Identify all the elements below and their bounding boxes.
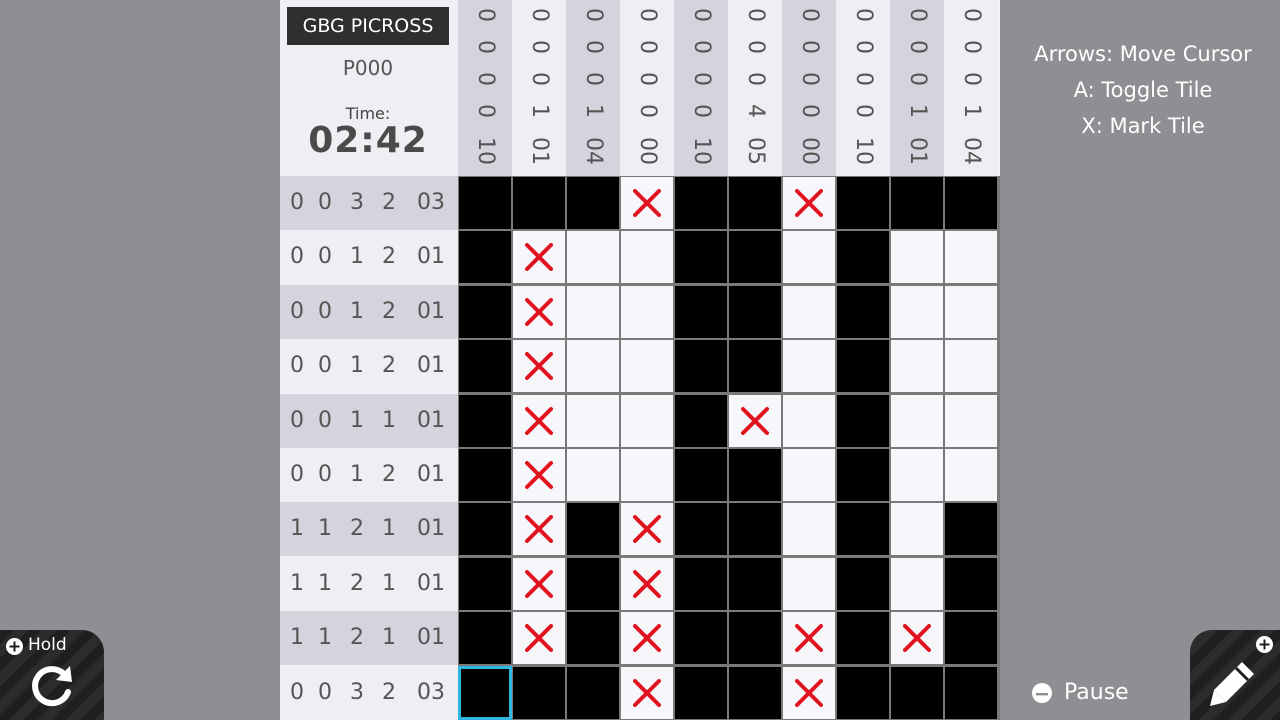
row-clue-4 [280, 339, 458, 393]
row-clue-number: 01 [417, 462, 445, 487]
column-clue-number: 0 [743, 8, 768, 22]
grid-cell-empty[interactable] [567, 286, 619, 338]
row-clue-10 [280, 666, 458, 720]
column-clue-number: 0 [959, 40, 984, 54]
row-clue-5 [280, 394, 458, 448]
grid-cell-empty[interactable] [567, 449, 619, 501]
grid-cell-filled[interactable] [729, 340, 781, 392]
column-clue-9 [890, 0, 944, 176]
grid-cell-filled[interactable] [891, 177, 943, 229]
grid-cell-empty[interactable] [783, 449, 835, 501]
row-clue-number: 1 [350, 353, 364, 379]
rotate-icon [26, 664, 78, 714]
row-clue-number: 0 [318, 353, 332, 379]
row-clue-number: 1 [382, 407, 396, 433]
grid-cell-filled[interactable] [459, 612, 511, 664]
grid-cell-filled[interactable] [675, 286, 727, 338]
grid-cell-empty[interactable] [567, 231, 619, 283]
x-mark-icon [525, 298, 553, 326]
row-clue-number: 2 [350, 516, 364, 542]
row-clue-number: 1 [350, 298, 364, 324]
grid-cell-empty[interactable] [945, 395, 997, 447]
column-clue-7 [782, 0, 836, 176]
x-mark-icon [525, 243, 553, 271]
grid-cell-empty[interactable] [891, 558, 943, 610]
row-clue-number: 0 [290, 462, 304, 487]
row-clue-number: 1 [290, 516, 304, 542]
x-mark-icon [525, 570, 553, 598]
grid-cell-filled[interactable] [459, 231, 511, 283]
grid-cell-filled[interactable] [837, 177, 889, 229]
row-clue-number: 0 [290, 298, 304, 324]
puzzle-id: P000 [342, 56, 394, 80]
row-clue-7 [280, 502, 458, 556]
column-clue-number: 0 [743, 40, 768, 54]
grid-cell-empty[interactable] [783, 231, 835, 283]
column-clue-number: 0 [797, 40, 822, 54]
grid-cell-filled[interactable] [675, 231, 727, 283]
column-clue-number: 0 [581, 40, 606, 54]
row-clue-number: 0 [290, 244, 304, 270]
column-clue-number: 04 [581, 137, 606, 165]
row-clue-number: 01 [417, 625, 445, 651]
pencil-icon [1208, 658, 1258, 712]
column-clue-10 [944, 0, 998, 176]
grid-cell-marked[interactable] [729, 395, 781, 447]
column-clue-number: 00 [797, 137, 822, 165]
column-clue-number: 10 [851, 137, 876, 165]
plus-icon [6, 638, 23, 655]
row-clues [280, 176, 458, 720]
grid-cell-filled[interactable] [837, 395, 889, 447]
row-clue-number: 3 [350, 679, 364, 705]
grid-cell-filled[interactable] [945, 612, 997, 664]
time-value: 02:42 [308, 120, 428, 161]
grid-cell-filled[interactable] [837, 503, 889, 555]
grid-cell-filled[interactable] [945, 558, 997, 610]
column-clue-number: 0 [473, 40, 498, 54]
x-mark-icon [633, 570, 661, 598]
grid-cell-marked[interactable] [621, 503, 673, 555]
row-clue-number: 2 [382, 190, 396, 215]
column-clue-number: 0 [689, 72, 714, 86]
grid-cell-empty[interactable] [621, 395, 673, 447]
grid-cell-filled[interactable] [729, 503, 781, 555]
grid-cell-marked[interactable] [783, 612, 835, 664]
grid-cell-filled[interactable] [837, 558, 889, 610]
column-clue-number: 1 [959, 104, 984, 118]
grid-cell-filled[interactable] [675, 558, 727, 610]
hold-button[interactable] [0, 630, 104, 720]
row-clue-number: 3 [350, 190, 364, 215]
row-clue-number: 0 [318, 407, 332, 433]
grid-cell-empty[interactable] [783, 340, 835, 392]
grid-cell-filled[interactable] [459, 503, 511, 555]
row-clue-number: 1 [382, 516, 396, 542]
row-clue-number: 0 [290, 679, 304, 705]
column-clue-number: 0 [635, 104, 660, 118]
row-clue-number: 0 [318, 679, 332, 705]
grid-cell-filled[interactable] [945, 667, 997, 719]
grid-cell-marked[interactable] [513, 286, 565, 338]
grid-cell-marked[interactable] [621, 558, 673, 610]
picross-board [280, 0, 1000, 720]
column-clue-number: 00 [635, 137, 660, 165]
grid-cell-empty[interactable] [945, 449, 997, 501]
row-clue-number: 2 [382, 244, 396, 270]
grid-cell-empty[interactable] [945, 340, 997, 392]
column-clue-number: 04 [959, 137, 984, 165]
column-clue-number: 01 [527, 137, 552, 165]
row-clue-3 [280, 285, 458, 339]
grid-cell-empty[interactable] [783, 503, 835, 555]
row-clue-number: 0 [318, 190, 332, 215]
row-clue-number: 0 [318, 462, 332, 487]
row-clue-number: 03 [417, 679, 445, 705]
row-clue-2 [280, 230, 458, 284]
row-clue-1 [280, 176, 458, 230]
column-clue-number: 1 [905, 104, 930, 118]
grid-cell-filled[interactable] [729, 558, 781, 610]
column-clue-number: 1 [527, 104, 552, 118]
grid-cell-filled[interactable] [837, 449, 889, 501]
column-clue-5 [674, 0, 728, 176]
column-clue-number: 0 [797, 104, 822, 118]
x-mark-icon [525, 515, 553, 543]
grid-cell-empty[interactable] [891, 286, 943, 338]
minus-icon [1032, 683, 1052, 703]
column-clue-number: 0 [905, 72, 930, 86]
grid-cell-empty[interactable] [783, 395, 835, 447]
time-label: Time: [345, 104, 391, 123]
controls-help [1010, 36, 1276, 144]
column-clue-number: 0 [959, 72, 984, 86]
row-clue-number: 2 [350, 625, 364, 651]
grid-cell-filled[interactable] [675, 612, 727, 664]
column-clue-number: 05 [743, 137, 768, 165]
row-clue-8 [280, 557, 458, 611]
column-clue-number: 0 [581, 72, 606, 86]
grid-cell-marked[interactable] [621, 612, 673, 664]
column-clue-number: 0 [959, 8, 984, 22]
grid-cell-marked[interactable] [891, 612, 943, 664]
row-clue-number: 01 [417, 570, 445, 596]
grid-cell-marked[interactable] [513, 503, 565, 555]
grid-cell-filled[interactable] [837, 667, 889, 719]
grid-cell-empty[interactable] [621, 449, 673, 501]
hold-label: Hold [28, 635, 67, 655]
row-clue-9 [280, 611, 458, 665]
column-clue-number: 10 [473, 137, 498, 165]
grid-cell-empty[interactable] [783, 286, 835, 338]
column-clue-number: 0 [635, 72, 660, 86]
column-clue-number: 0 [473, 8, 498, 22]
x-mark-icon [795, 679, 823, 707]
grid-cell-empty[interactable] [567, 340, 619, 392]
grid-cell-filled[interactable] [513, 177, 565, 229]
column-clue-number: 1 [581, 104, 606, 118]
grid-cell-filled[interactable] [459, 449, 511, 501]
column-clue-number: 01 [905, 137, 930, 165]
grid-cell-marked[interactable] [621, 667, 673, 719]
draw-button[interactable] [1190, 630, 1280, 720]
grid-cell-empty[interactable] [567, 395, 619, 447]
x-mark-icon [525, 352, 553, 380]
pause-label: Pause [1064, 680, 1129, 705]
grid-cell-filled[interactable] [891, 667, 943, 719]
grid-cell-filled[interactable] [459, 340, 511, 392]
plus-icon [1256, 636, 1273, 653]
grid-cell-filled[interactable] [675, 340, 727, 392]
row-clue-number: 1 [350, 462, 364, 487]
column-clue-number: 0 [797, 8, 822, 22]
column-clues [458, 0, 1000, 176]
x-mark-icon [633, 189, 661, 217]
grid-cell-filled[interactable] [837, 286, 889, 338]
grid-cell-filled[interactable] [567, 612, 619, 664]
x-mark-icon [741, 407, 769, 435]
row-clue-number: 1 [318, 570, 332, 596]
row-clue-number: 1 [350, 244, 364, 270]
column-clue-2 [512, 0, 566, 176]
grid-cell-filled[interactable] [675, 503, 727, 555]
row-clue-number: 01 [417, 298, 445, 324]
column-clue-number: 0 [851, 72, 876, 86]
column-clue-number: 0 [635, 8, 660, 22]
grid-cell-filled[interactable] [837, 340, 889, 392]
grid-cell-filled-cursor[interactable] [459, 667, 511, 719]
row-clue-number: 0 [290, 190, 304, 215]
help-move-cursor: Arrows: Move Cursor [1034, 42, 1252, 66]
x-mark-icon [795, 189, 823, 217]
grid-cell-filled[interactable] [729, 667, 781, 719]
row-clue-number: 03 [417, 190, 445, 215]
column-clue-number: 0 [797, 72, 822, 86]
grid-cell-filled[interactable] [567, 503, 619, 555]
row-clue-number: 1 [290, 625, 304, 651]
grid-cell-filled[interactable] [459, 395, 511, 447]
row-clue-number: 0 [318, 298, 332, 324]
grid-cell-filled[interactable] [459, 558, 511, 610]
grid-cell-filled[interactable] [729, 286, 781, 338]
column-clue-number: 0 [851, 8, 876, 22]
row-clue-number: 2 [382, 298, 396, 324]
row-clue-number: 1 [318, 625, 332, 651]
grid-cell-filled[interactable] [567, 558, 619, 610]
column-clue-number: 0 [905, 40, 930, 54]
column-clue-number: 0 [581, 8, 606, 22]
x-mark-icon [525, 461, 553, 489]
grid-cell-filled[interactable] [729, 231, 781, 283]
column-clue-number: 0 [905, 8, 930, 22]
grid-cell-filled[interactable] [567, 667, 619, 719]
grid-cell-filled[interactable] [729, 612, 781, 664]
row-clue-number: 2 [382, 462, 396, 487]
column-clue-3 [566, 0, 620, 176]
row-clue-number: 1 [382, 570, 396, 596]
grid-cell-empty[interactable] [891, 231, 943, 283]
column-clue-number: 0 [527, 72, 552, 86]
grid-cell-filled[interactable] [729, 177, 781, 229]
row-clue-number: 01 [417, 407, 445, 433]
grid-cell-filled[interactable] [675, 177, 727, 229]
grid-cell-marked[interactable] [783, 177, 835, 229]
column-clue-number: 0 [527, 8, 552, 22]
help-toggle-tile: A: Toggle Tile [1073, 78, 1213, 102]
row-clue-number: 0 [290, 353, 304, 379]
puzzle-grid[interactable] [458, 176, 1000, 720]
grid-cell-marked[interactable] [513, 340, 565, 392]
x-mark-icon [633, 624, 661, 652]
grid-cell-filled[interactable] [675, 449, 727, 501]
row-clue-number: 1 [382, 625, 396, 651]
column-clue-8 [836, 0, 890, 176]
row-clue-number: 01 [417, 516, 445, 542]
grid-cell-marked[interactable] [621, 177, 673, 229]
grid-cell-filled[interactable] [837, 612, 889, 664]
x-mark-icon [903, 624, 931, 652]
column-clue-number: 0 [743, 72, 768, 86]
grid-cell-marked[interactable] [513, 612, 565, 664]
grid-cell-empty[interactable] [891, 395, 943, 447]
column-clue-1 [458, 0, 512, 176]
game-title: GBG PICROSS [287, 7, 449, 45]
column-clue-number: 0 [689, 104, 714, 118]
grid-cell-empty[interactable] [891, 503, 943, 555]
x-mark-icon [633, 679, 661, 707]
grid-cell-marked[interactable] [783, 667, 835, 719]
grid-cell-empty[interactable] [621, 286, 673, 338]
column-clue-number: 0 [473, 72, 498, 86]
column-clue-number: 0 [689, 40, 714, 54]
info-panel [280, 0, 458, 176]
grid-cell-marked[interactable] [513, 395, 565, 447]
x-mark-icon [633, 515, 661, 543]
column-clue-number: 0 [851, 104, 876, 118]
row-clue-number: 0 [290, 407, 304, 433]
row-clue-number: 0 [318, 244, 332, 270]
row-clue-number: 1 [350, 407, 364, 433]
grid-cell-filled[interactable] [459, 177, 511, 229]
help-mark-tile: X: Mark Tile [1081, 114, 1205, 138]
column-clue-number: 0 [635, 40, 660, 54]
grid-cell-filled[interactable] [675, 395, 727, 447]
row-clue-number: 01 [417, 353, 445, 379]
grid-cell-filled[interactable] [567, 177, 619, 229]
grid-cell-empty[interactable] [621, 340, 673, 392]
grid-cell-empty[interactable] [621, 231, 673, 283]
x-mark-icon [525, 407, 553, 435]
grid-cell-empty[interactable] [945, 231, 997, 283]
row-clue-number: 1 [318, 516, 332, 542]
grid-cell-filled[interactable] [945, 503, 997, 555]
column-clue-number: 4 [743, 104, 768, 118]
row-clue-6 [280, 448, 458, 502]
column-clue-number: 10 [689, 137, 714, 165]
row-clue-number: 2 [382, 679, 396, 705]
grid-cell-filled[interactable] [837, 231, 889, 283]
column-clue-number: 0 [851, 40, 876, 54]
grid-cell-marked[interactable] [513, 231, 565, 283]
column-clue-number: 0 [689, 8, 714, 22]
column-clue-number: 0 [527, 40, 552, 54]
grid-cell-filled[interactable] [945, 177, 997, 229]
grid-cell-empty[interactable] [891, 449, 943, 501]
row-clue-number: 2 [382, 353, 396, 379]
grid-cell-empty[interactable] [945, 286, 997, 338]
grid-cell-filled[interactable] [675, 667, 727, 719]
grid-cell-empty[interactable] [783, 558, 835, 610]
row-clue-number: 01 [417, 244, 445, 270]
x-mark-icon [795, 624, 823, 652]
grid-cell-marked[interactable] [513, 558, 565, 610]
grid-cell-filled[interactable] [513, 667, 565, 719]
row-clue-number: 1 [290, 570, 304, 596]
column-clue-number: 0 [473, 104, 498, 118]
x-mark-icon [525, 624, 553, 652]
grid-cell-empty[interactable] [891, 340, 943, 392]
grid-cell-marked[interactable] [513, 449, 565, 501]
column-clue-6 [728, 0, 782, 176]
grid-cell-filled[interactable] [459, 286, 511, 338]
column-clue-4 [620, 0, 674, 176]
grid-cell-filled[interactable] [729, 449, 781, 501]
row-clue-number: 2 [350, 570, 364, 596]
